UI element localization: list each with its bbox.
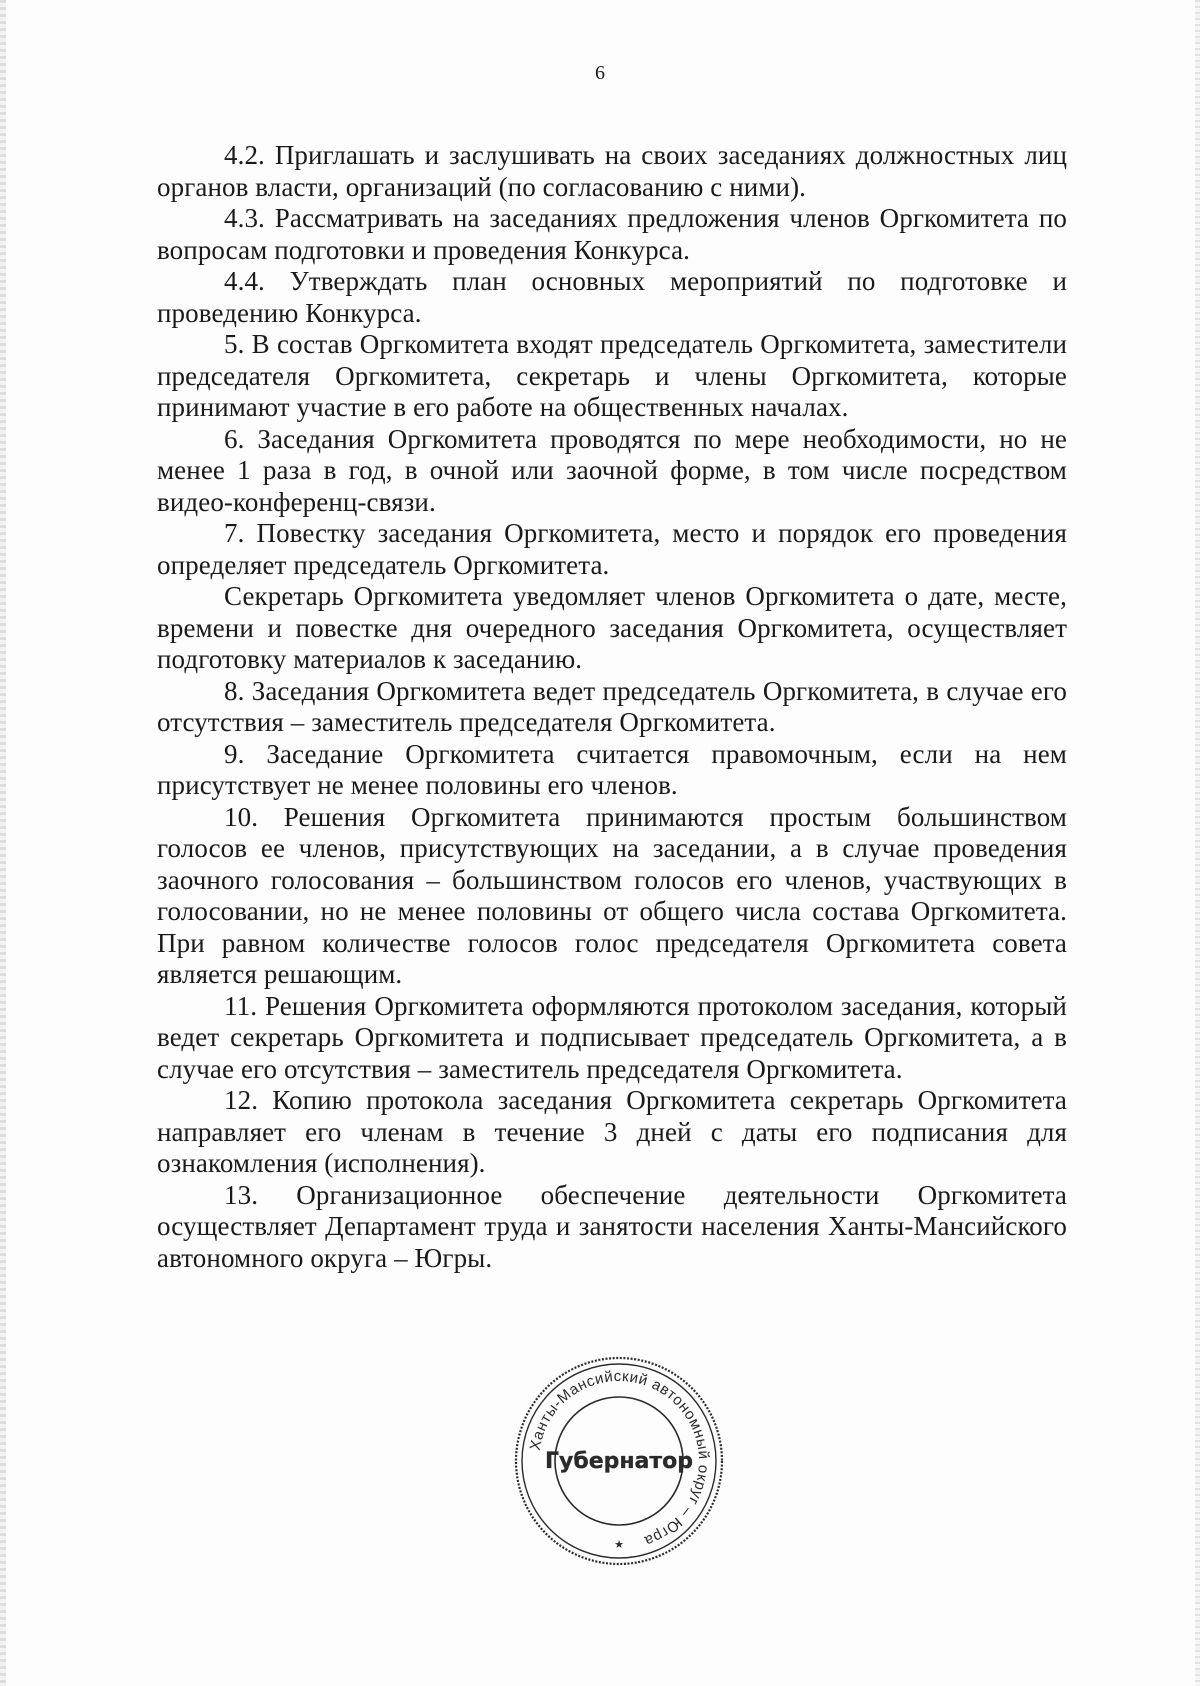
page-number: 6 [595, 62, 605, 84]
paragraph-4-4: 4.4. Утверждать план основных мероприятий по подготовке и проведению Конкурса. [157, 266, 1067, 328]
seal-icon [510, 1352, 728, 1570]
document-body [157, 140, 1067, 1274]
paragraph-13: 13. Организационное обеспечение деятельности Оргкомитета осуществляет Департамент труда и занятости населения Ханты-Мансийского автономного округа – Югры. [157, 1179, 1067, 1273]
paragraph-7-secretary: Секретарь Оргкомитета уведомляет членов Оргкомитета о дате, месте, времени и повестке дня очередного заседания Оргкомитета, осуществляет подготовку материалов к заседанию. [157, 581, 1067, 674]
seal-center-text: Губернатор [544, 1449, 694, 1474]
scan-edge-right [1195, 0, 1200, 1686]
paragraph-11: 11. Решения Оргкомитета оформляются протоколом заседания, который ведет секретарь Оргкомитета и подписывает председатель Оргкомитета, а в случае его отсутствия – заместитель председателя Оргкомитета. [157, 990, 1067, 1084]
paragraph-4-3: 4.3. Рассматривать на заседаниях предложения членов Оргкомитета по вопросам подготовки и проведения Конкурса. [157, 203, 1067, 265]
paragraph-7: 7. Повестку заседания Оргкомитета, место и порядок его проведения определяет председатель Оргкомитета. [157, 518, 1067, 580]
paragraph-12: 12. Копию протокола заседания Оргкомитета секретарь Оргкомитета направляет его членам в течение 3 дней с даты его подписания для ознакомления (исполнения). [157, 1085, 1067, 1178]
paragraph-10: 10. Решения Оргкомитета принимаются простым большинством голосов ее членов, присутствующих на заседании, а в случае проведения заочного голосования – большинством голосов его членов, участвующих в голосовании, но не менее половины от общего числа состава Оргкомитета. При равном количестве голосов голос председателя Оргкомитета совета является решающим. [157, 801, 1067, 989]
official-seal [510, 1352, 728, 1570]
seal-ring-text: Ханты-Мансийский автономный округ – Югра [526, 1367, 713, 1550]
paragraph-4-2: 4.2. Приглашать и заслушивать на своих заседаниях должностных лиц органов власти, организаций (по согласованию с ними). [157, 140, 1067, 202]
seal-star-icon: ★ [614, 1538, 624, 1551]
paragraph-9: 9. Заседание Оргкомитета считается правомочным, если на нем присутствует не менее половины его членов. [157, 738, 1067, 800]
paragraph-8: 8. Заседания Оргкомитета ведет председатель Оргкомитета, в случае его отсутствия – заместитель председателя Оргкомитета. [157, 675, 1067, 737]
paragraph-6: 6. Заседания Оргкомитета проводятся по мере необходимости, но не менее 1 раза в год, в очной или заочной форме, в том числе посредством видео-конференц-связи. [157, 423, 1067, 517]
scan-edge-left [0, 0, 6, 1686]
paragraph-5: 5. В состав Оргкомитета входят председатель Оргкомитета, заместители председателя Оргкомитета, секретарь и члены Оргкомитета, которые принимают участие в его работе на общественных началах. [157, 329, 1067, 422]
